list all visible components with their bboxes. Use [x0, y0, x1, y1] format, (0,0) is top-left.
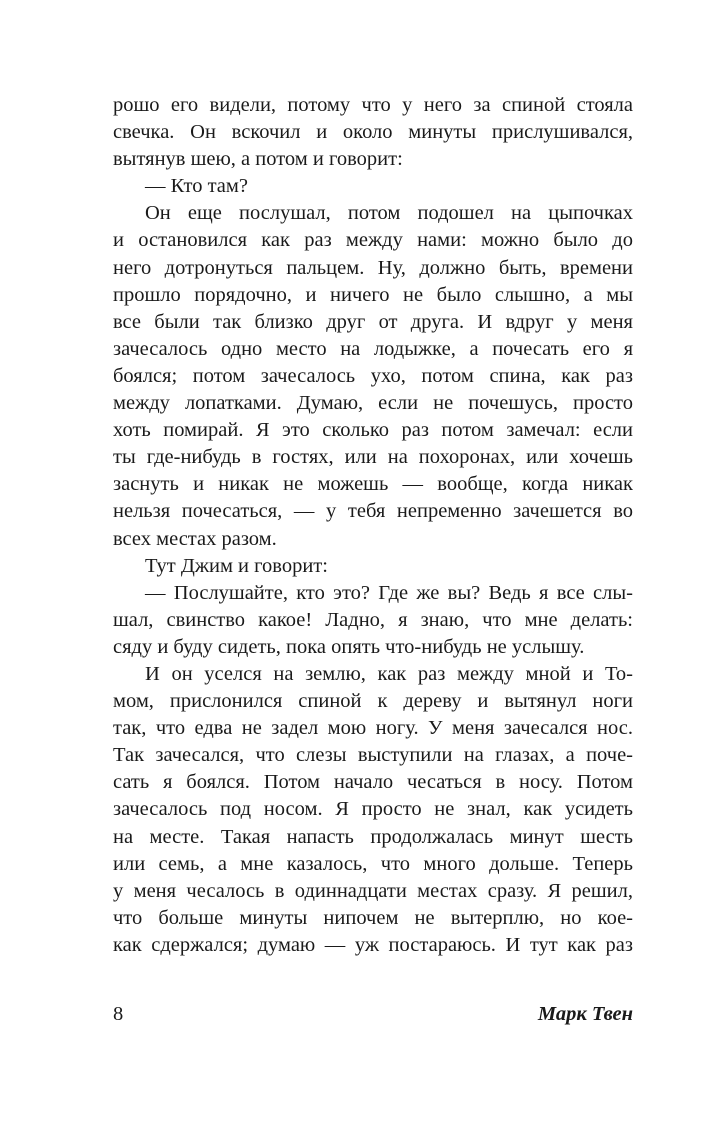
text-line: мом, прислонился спиной к дереву и вытянул ноги: [113, 690, 633, 713]
text-line: сать я боялся. Потом начало чесаться в носу. Потом: [113, 771, 633, 794]
text-line: или семь, а мне казалось, что много дольше. Теперь: [113, 852, 633, 875]
text-line: него дотронуться пальцем. Ну, должно быть, времени: [113, 256, 633, 279]
text-line: зачесалось под носом. Я просто не знал, как усидеть: [113, 798, 633, 821]
text-line: ты где-нибудь в гостях, или на похоронах, или хочешь: [113, 446, 633, 469]
text-line-dialogue: — Кто там?: [145, 175, 248, 198]
text-line: и остановился как раз между нами: можно было до: [113, 229, 633, 252]
text-line: всех местах разом.: [113, 527, 277, 550]
page-number: 8: [113, 1003, 124, 1025]
text-line: зачесалось одно место на лодыжке, а почесать его я: [113, 337, 633, 360]
text-line: вытянув шею, а потом и говорит:: [113, 148, 403, 171]
text-line: все были так близко друг от друга. И вдруг у меня: [113, 310, 633, 333]
text-line: заснуть и никак не можешь — вообще, когда никак: [113, 473, 633, 496]
text-line-paragraph-start: Тут Джим и говорит:: [145, 554, 328, 577]
body-text: [113, 92, 633, 959]
text-line: сяду и буду сидеть, пока опять что-нибудь не услышу.: [113, 635, 585, 658]
text-line: прошло порядочно, и ничего не было слышно, а мы: [113, 283, 633, 306]
text-line: хоть помирай. Я это сколько раз потом замечал: если: [113, 419, 633, 442]
running-title: Марк Твен: [537, 1003, 633, 1025]
text-line: между лопатками. Думаю, если не почешусь, просто: [113, 392, 633, 415]
text-line: что больше минуты нипочем не вытерплю, но кое-: [113, 906, 633, 929]
text-line: так, что едва не задел мою ногу. У меня зачесался нос.: [113, 717, 633, 740]
text-line: на месте. Такая напасть продолжалась минут шесть: [113, 825, 633, 848]
text-line: как сдержался; думаю — уж постараюсь. И тут как раз: [113, 933, 633, 956]
page-footer: [113, 1000, 633, 1028]
text-line: шал, свинство какое! Ладно, я знаю, что мне делать:: [113, 608, 633, 631]
text-line: свечка. Он вскочил и около минуты прислушивался,: [113, 121, 633, 144]
text-line-paragraph-start: Он еще послушал, потом подошел на цыпочках: [145, 202, 633, 225]
text-line: нельзя почесаться, — у тебя непременно зачешется во: [113, 500, 633, 523]
text-line-paragraph-start: И он уселся на землю, как раз между мной и То-: [145, 662, 633, 685]
text-line-dialogue: — Послушайте, кто это? Где же вы? Ведь я все слы-: [145, 581, 633, 604]
text-line: у меня чесалось в одиннадцати местах сразу. Я решил,: [113, 879, 633, 902]
text-line: Так зачесался, что слезы выступили на глазах, а поче-: [113, 744, 633, 767]
text-line: рошо его видели, потому что у него за спиной стояла: [113, 94, 633, 116]
text-line: боялся; потом зачесалось ухо, потом спина, как раз: [113, 364, 633, 387]
